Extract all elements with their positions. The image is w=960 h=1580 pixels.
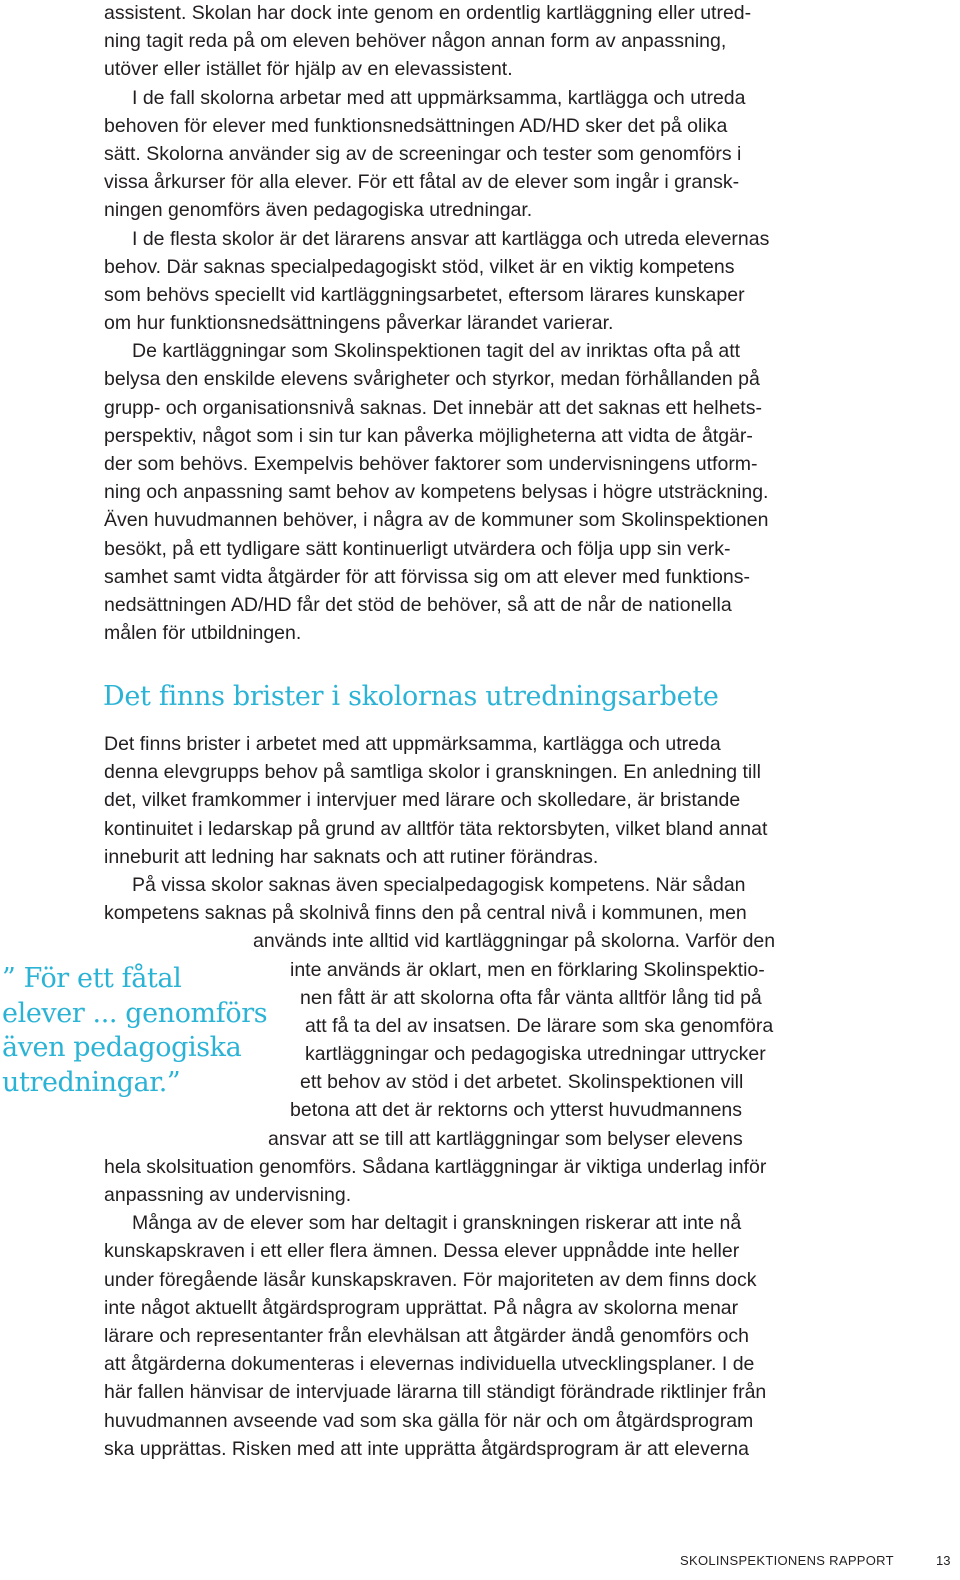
text-line: under föregående läsår kunskapskraven. För majoriteten av dem finns dock <box>104 1268 757 1291</box>
body-text-block-1 <box>104 0 769 647</box>
text-line: vissa årkurser för alla elever. För ett fåtal av de elever som ingår i gransk- <box>104 171 740 194</box>
text-line: denna elevgrupps behov på samtliga skolor i granskningen. En anledning till <box>104 761 761 784</box>
text-line: ning och anpassning samt behov av kompetens belysas i högre utsträckning. <box>104 481 769 504</box>
text-line: inneburit att ledning har saknats och att rutiner förändras. <box>104 845 599 868</box>
text-line: Många av de elever som har deltagit i granskningen riskerar att inte nå <box>132 1212 742 1235</box>
text-line: anpassning av undervisning. <box>104 1184 352 1206</box>
text-line: sätt. Skolorna använder sig av de screeningar och tester som genomförs i <box>104 142 742 165</box>
text-line: der som behövs. Exempelvis behöver faktorer som undervisningens utform- <box>104 453 758 475</box>
section-heading: Det finns brister i skolornas utredningsarbete <box>103 681 719 712</box>
text-line: I de fall skolorna arbetar med att uppmärksamma, kartlägga och utreda <box>132 86 746 109</box>
text-line: om hur funktionsnedsättningens påverkar lärandet varierar. <box>104 312 614 335</box>
text-line: I de flesta skolor är det lärarens ansvar att kartlägga och utreda elevernas <box>132 227 770 250</box>
page-number: 13 <box>936 1553 951 1568</box>
text-line: inte något aktuellt åtgärdsprogram upprättat. På några av skolorna menar <box>104 1296 739 1319</box>
text-line: det, vilket framkommer i intervjuer med lärare och skolledare, är bristande <box>104 789 741 812</box>
text-line: ansvar att se till att kartläggningar som belyser elevens <box>268 1127 743 1150</box>
text-line: assistent. Skolan har dock inte genom en ordentlig kartläggning eller utred- <box>104 2 752 24</box>
text-line: utöver eller istället för hjälp av en elevassistent. <box>104 58 513 81</box>
text-line: kontinuitet i ledarskap på grund av alltför täta rektorsbyten, vilket bland annat <box>104 817 768 840</box>
text-line: som behövs speciellt vid kartläggningsarbetet, eftersom lärares kunskaper <box>104 283 745 306</box>
text-line: behoven för elever med funktionsnedsättningen AD/HD sker det på olika <box>104 114 728 137</box>
text-line: Även huvudmannen behöver, i några av de kommuner som Skolinspektionen <box>104 509 769 532</box>
text-line: belysa den enskilde elevens svårigheter och styrkor, medan förhållanden på <box>104 368 760 391</box>
pull-quote-line: elever ... genomförs <box>2 997 268 1029</box>
text-line: grupp- och organisationsnivå saknas. Det innebär att det saknas ett helhets- <box>104 396 762 419</box>
text-line: inte används är oklart, men en förklaring Skolinspektio- <box>290 958 765 981</box>
text-line: att åtgärderna dokumenteras i elevernas individuella utvecklingsplaner. I de <box>104 1353 755 1376</box>
pull-quote-line: även pedagogiska <box>2 1032 242 1063</box>
pull-quote-line: ” För ett fåtal <box>2 963 182 994</box>
text-line: betona att det är rektorns och ytterst huvudmannens <box>290 1099 743 1122</box>
text-line: nen fått är att skolorna ofta får vänta alltför lång tid på <box>300 986 762 1009</box>
text-line: perspektiv, något som i sin tur kan påverka möjligheterna att vidta de åtgär- <box>104 424 753 447</box>
text-line: samhet samt vidta åtgärder för att förvissa sig om att elever med funktions- <box>104 565 750 588</box>
text-line: att få ta del av insatsen. De lärare som ska genomföra <box>305 1014 774 1037</box>
text-line: ska upprättas. Risken med att inte upprätta åtgärdsprogram är att eleverna <box>104 1437 749 1460</box>
text-line: används inte alltid vid kartläggningar på skolorna. Varför den <box>253 930 776 953</box>
text-line: ningen genomförs även pedagogiska utredningar. <box>104 199 533 222</box>
text-line: De kartläggningar som Skolinspektionen tagit del av inriktas ofta på att <box>132 340 741 363</box>
text-line: huvudmannen avseende vad som ska gälla för när och om åtgärdsprogram <box>104 1409 754 1432</box>
text-line: nedsättningen AD/HD får det stöd de behöver, så att de når de nationella <box>104 593 732 616</box>
footer-report-title: SKOLINSPEKTIONENS RAPPORT <box>680 1553 894 1568</box>
text-line: kompetens saknas på skolnivå finns den på central nivå i kommunen, men <box>104 902 747 925</box>
text-line: ett behov av stöd i det arbetet. Skolinspektionen vill <box>300 1071 744 1094</box>
pull-quote-line: utredningar.” <box>2 1066 181 1098</box>
text-line: lärare och representanter från elevhälsan att åtgärder ändå genomförs och <box>104 1324 749 1347</box>
text-line: hela skolsituation genomförs. Sådana kartläggningar är viktiga underlag inför <box>104 1155 767 1178</box>
text-line: ning tagit reda på om eleven behöver någon annan form av anpassning, <box>104 30 727 53</box>
text-line: behov. Där saknas specialpedagogiskt stöd, vilket är en viktig kompetens <box>104 255 735 278</box>
text-line: målen för utbildningen. <box>104 622 302 645</box>
text-line: På vissa skolor saknas även specialpedagogisk kompetens. När sådan <box>132 873 746 896</box>
pull-quote <box>2 962 267 1100</box>
text-line: här fallen hänvisar de intervjuade lärarna till ständigt förändrade riktlinjer från <box>104 1381 767 1404</box>
text-line: besökt, på ett tydligare sätt kontinuerligt utvärdera och följa upp sin verk- <box>104 537 731 560</box>
text-line: Det finns brister i arbetet med att uppmärksamma, kartlägga och utreda <box>104 733 721 755</box>
text-line: kunskapskraven i ett eller flera ämnen. Dessa elever uppnådde inte heller <box>104 1240 740 1263</box>
text-line: kartläggningar och pedagogiska utredningar uttrycker <box>305 1043 766 1066</box>
